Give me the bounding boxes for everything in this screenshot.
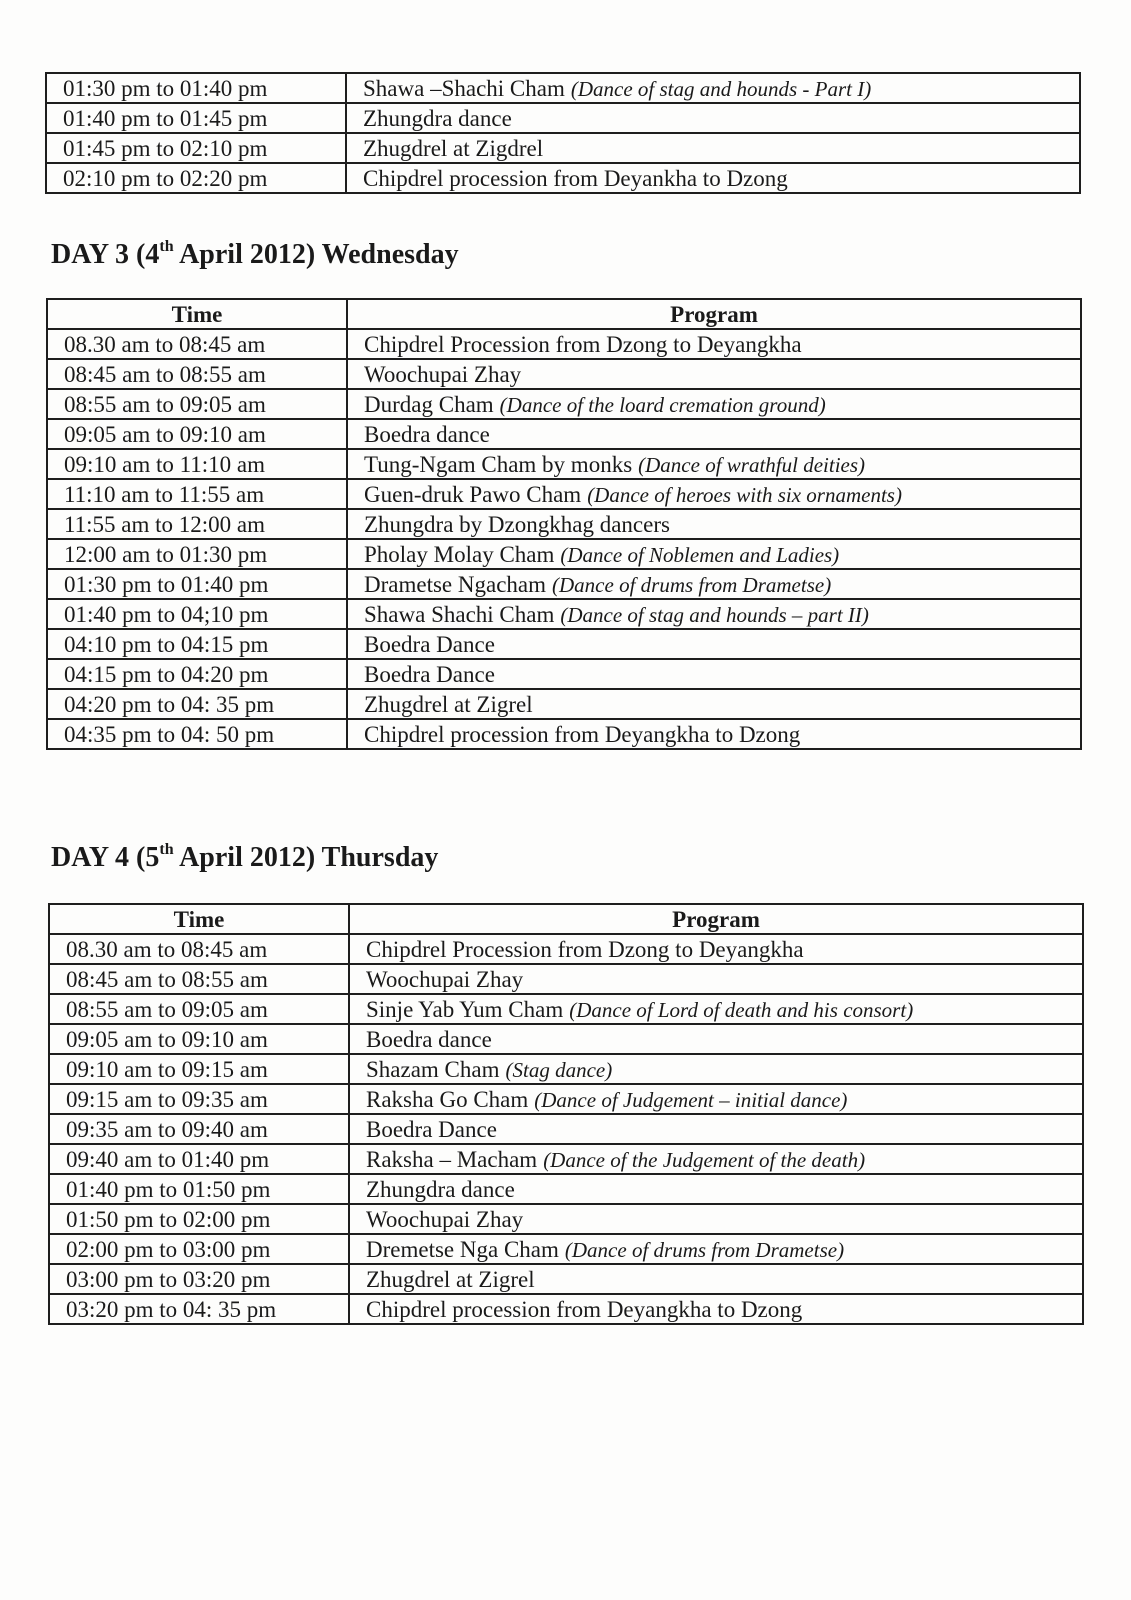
carryover-rows (46, 73, 1080, 193)
day4-heading: DAY 4 (5th April 2012) Thursday (51, 841, 439, 873)
program-name: Chipdrel procession from Deyankha to Dzong (363, 165, 788, 191)
program-cell (349, 1294, 1083, 1324)
program-cell (346, 133, 1080, 163)
program-name: Chipdrel Procession from Dzong to Deyangkha (366, 936, 804, 962)
day4-header-row (49, 904, 1083, 934)
table-row (47, 359, 1081, 389)
program-cell (349, 1264, 1083, 1294)
time-cell: 09:05 am to 09:10 am (47, 419, 347, 449)
program-cell (349, 1084, 1083, 1114)
table-row (47, 659, 1081, 689)
day3-schedule-table (46, 298, 1082, 750)
program-name: Tung-Ngam Cham by monks (364, 451, 633, 477)
program-name: Shawa Shachi Cham (364, 601, 555, 627)
day4-rows (49, 934, 1083, 1324)
program-description: (Dance of wrathful deities) (638, 452, 866, 477)
table-row (47, 569, 1081, 599)
program-name: Woochupai Zhay (366, 966, 524, 992)
program-name: Zhungdra by Dzongkhag dancers (364, 511, 670, 537)
program-cell (347, 569, 1081, 599)
time-cell: 04:20 pm to 04: 35 pm (47, 689, 347, 719)
program-cell (346, 163, 1080, 193)
time-cell: 04:15 pm to 04:20 pm (47, 659, 347, 689)
program-name: Chipdrel procession from Deyangkha to Dzong (364, 721, 801, 747)
time-cell: 01:45 pm to 02:10 pm (46, 133, 346, 163)
table-row (47, 629, 1081, 659)
day4-time-header: Time (49, 904, 349, 934)
program-cell (349, 1204, 1083, 1234)
table-row (49, 1144, 1083, 1174)
time-cell: 02:00 pm to 03:00 pm (49, 1234, 349, 1264)
table-row (47, 539, 1081, 569)
time-cell: 01:40 pm to 01:45 pm (46, 103, 346, 133)
program-cell (349, 1054, 1083, 1084)
table-row (47, 689, 1081, 719)
table-row (49, 1264, 1083, 1294)
program-cell (347, 419, 1081, 449)
time-cell: 09:40 am to 01:40 pm (49, 1144, 349, 1174)
program-name: Boedra Dance (366, 1116, 497, 1142)
time-cell: 08.30 am to 08:45 am (47, 329, 347, 359)
table-row (47, 719, 1081, 749)
table-row (47, 599, 1081, 629)
program-cell (347, 509, 1081, 539)
time-cell: 01:30 pm to 01:40 pm (47, 569, 347, 599)
program-cell (349, 1114, 1083, 1144)
time-cell: 01:40 pm to 01:50 pm (49, 1174, 349, 1204)
table-row (49, 1204, 1083, 1234)
program-cell (349, 1144, 1083, 1174)
time-cell: 01:40 pm to 04;10 pm (47, 599, 347, 629)
program-cell (349, 994, 1083, 1024)
program-name: Zhungdra dance (366, 1176, 515, 1202)
program-cell (347, 629, 1081, 659)
table-row (49, 1174, 1083, 1204)
program-name: Boedra Dance (364, 631, 495, 657)
carryover-schedule-table (45, 72, 1081, 194)
time-cell: 09:05 am to 09:10 am (49, 1024, 349, 1054)
day3-rows (47, 329, 1081, 749)
program-name: Zhugdrel at Zigrel (366, 1266, 535, 1292)
table-row (49, 1234, 1083, 1264)
program-description: (Stag dance) (505, 1057, 613, 1082)
time-cell: 11:55 am to 12:00 am (47, 509, 347, 539)
time-cell: 09:35 am to 09:40 am (49, 1114, 349, 1144)
day4-schedule-table (48, 903, 1084, 1325)
table-row (47, 449, 1081, 479)
program-cell (347, 329, 1081, 359)
table-row (46, 73, 1080, 103)
program-cell (347, 599, 1081, 629)
program-name: Raksha Go Cham (366, 1086, 529, 1112)
table-row (46, 163, 1080, 193)
program-cell (349, 1234, 1083, 1264)
program-cell (347, 689, 1081, 719)
table-row (47, 329, 1081, 359)
table-row (49, 994, 1083, 1024)
program-description: (Dance of the Judgement of the death) (543, 1147, 866, 1172)
table-row (46, 133, 1080, 163)
program-description: (Dance of Noblemen and Ladies) (560, 542, 840, 567)
day4-program-header: Program (349, 904, 1083, 934)
program-name: Shazam Cham (366, 1056, 500, 1082)
time-cell: 04:35 pm to 04: 50 pm (47, 719, 347, 749)
program-cell (346, 103, 1080, 133)
program-name: Chipdrel procession from Deyangkha to Dzong (366, 1296, 803, 1322)
program-description: (Dance of Lord of death and his consort) (569, 997, 914, 1022)
program-name: Durdag Cham (364, 391, 494, 417)
program-name: Raksha – Macham (366, 1146, 538, 1172)
program-name: Zhugdrel at Zigrel (364, 691, 533, 717)
program-cell (349, 934, 1083, 964)
program-name: Sinje Yab Yum Cham (366, 996, 564, 1022)
time-cell: 11:10 am to 11:55 am (47, 479, 347, 509)
program-name: Zhugdrel at Zigdrel (363, 135, 544, 161)
time-cell: 01:50 pm to 02:00 pm (49, 1204, 349, 1234)
time-cell: 08:45 am to 08:55 am (47, 359, 347, 389)
table-row (49, 964, 1083, 994)
program-name: Chipdrel Procession from Dzong to Deyangkha (364, 331, 802, 357)
time-cell: 04:10 pm to 04:15 pm (47, 629, 347, 659)
table-row (49, 1114, 1083, 1144)
program-description: (Dance of heroes with six ornaments) (587, 482, 902, 507)
program-description: (Dance of the loard cremation ground) (499, 392, 826, 417)
program-name: Zhungdra dance (363, 105, 512, 131)
program-name: Woochupai Zhay (364, 361, 522, 387)
program-name: Guen-druk Pawo Cham (364, 481, 582, 507)
time-cell: 08:55 am to 09:05 am (47, 389, 347, 419)
program-cell (347, 359, 1081, 389)
time-cell: 12:00 am to 01:30 pm (47, 539, 347, 569)
time-cell: 03:20 pm to 04: 35 pm (49, 1294, 349, 1324)
time-cell: 08:45 am to 08:55 am (49, 964, 349, 994)
program-name: Shawa –Shachi Cham (363, 75, 565, 101)
program-name: Pholay Molay Cham (364, 541, 555, 567)
table-row (49, 934, 1083, 964)
table-row (49, 1054, 1083, 1084)
program-cell (349, 1024, 1083, 1054)
time-cell: 09:10 am to 11:10 am (47, 449, 347, 479)
program-description: (Dance of Judgement – initial dance) (534, 1087, 848, 1112)
program-cell (347, 539, 1081, 569)
time-cell: 09:10 am to 09:15 am (49, 1054, 349, 1084)
table-row (49, 1024, 1083, 1054)
program-description: (Dance of stag and hounds – part II) (560, 602, 869, 627)
time-cell: 08.30 am to 08:45 am (49, 934, 349, 964)
table-row (49, 1084, 1083, 1114)
program-name: Dremetse Nga Cham (366, 1236, 559, 1262)
table-row (46, 103, 1080, 133)
program-name: Drametse Ngacham (364, 571, 547, 597)
time-cell: 09:15 am to 09:35 am (49, 1084, 349, 1114)
program-cell (347, 479, 1081, 509)
day3-header-row (47, 299, 1081, 329)
time-cell: 03:00 pm to 03:20 pm (49, 1264, 349, 1294)
time-cell: 02:10 pm to 02:20 pm (46, 163, 346, 193)
program-description: (Dance of drums from Drametse) (552, 572, 832, 597)
table-row (49, 1294, 1083, 1324)
program-cell (347, 389, 1081, 419)
day3-program-header: Program (347, 299, 1081, 329)
day3-time-header: Time (47, 299, 347, 329)
time-cell: 08:55 am to 09:05 am (49, 994, 349, 1024)
program-cell (349, 964, 1083, 994)
table-row (47, 389, 1081, 419)
table-row (47, 509, 1081, 539)
day3-heading: DAY 3 (4th April 2012) Wednesday (51, 238, 459, 270)
program-name: Boedra dance (366, 1026, 492, 1052)
program-cell (347, 659, 1081, 689)
program-name: Boedra Dance (364, 661, 495, 687)
table-row (47, 419, 1081, 449)
program-name: Boedra dance (364, 421, 490, 447)
table-row (47, 479, 1081, 509)
program-description: (Dance of drums from Drametse) (564, 1237, 845, 1262)
program-cell (346, 73, 1080, 103)
time-cell: 01:30 pm to 01:40 pm (46, 73, 346, 103)
program-cell (349, 1174, 1083, 1204)
program-name: Woochupai Zhay (366, 1206, 524, 1232)
program-cell (347, 719, 1081, 749)
program-cell (347, 449, 1081, 479)
program-description: (Dance of stag and hounds - Part I) (570, 76, 872, 101)
